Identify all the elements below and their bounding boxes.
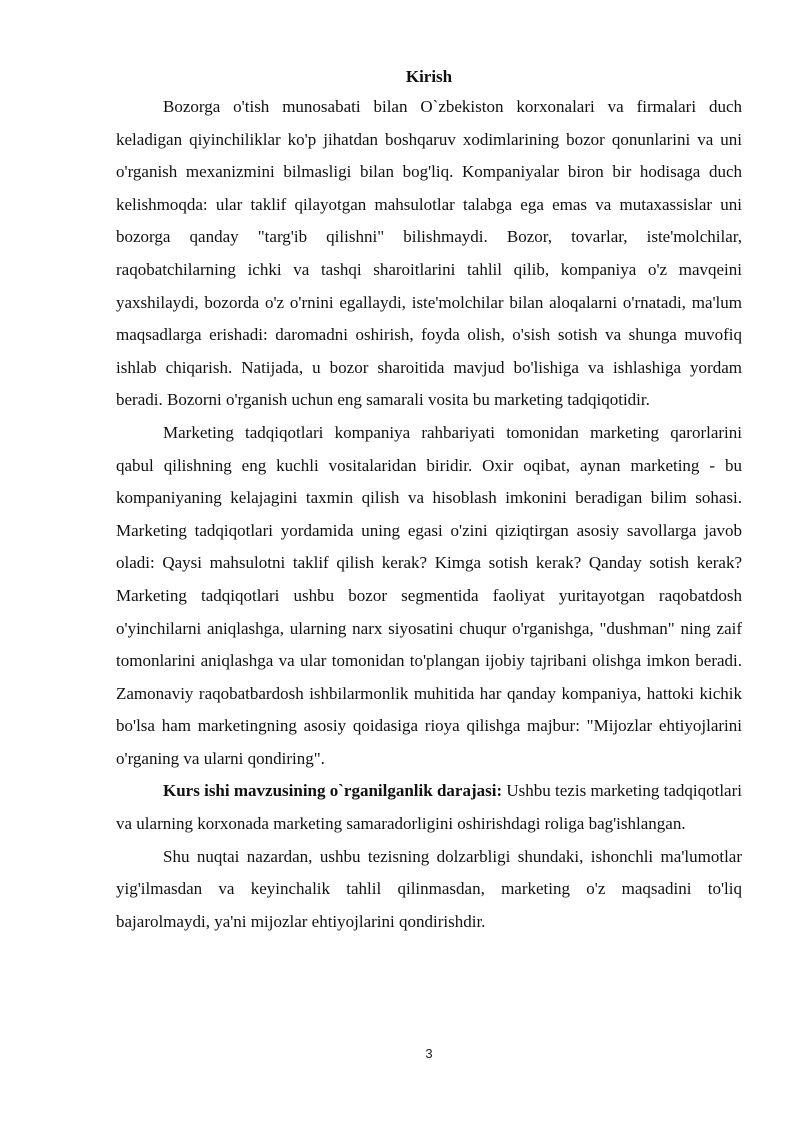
- document-page: [116, 64, 742, 938]
- paragraph-text: Shu nuqtai nazardan, ushbu tezisning dolzarbligi shundaki, ishonchli ma'lumotlar yig'ilmasdan va keyinchalik tahlil qilinmasdan, marketing o'z maqsadini to'liq bajarolmaydi, ya'ni mijozlar ehtiyojlarini qondirishdir.: [116, 846, 742, 931]
- paragraph-lead-bold: Kurs ishi mavzusining o`rganilganlik darajasi:: [163, 781, 503, 801]
- paragraph-intro: [116, 91, 742, 417]
- section-title: Kirish: [405, 67, 453, 86]
- paragraph-text: Bozorga o'tish munosabati bilan O`zbekiston korxonalari va firmalari duch keladigan qiyinchiliklar ko'p jihatdan boshqaruv xodimlarining bozor qonunlarini va uni o'rganish mexanizmini bilmasligi bilan bog'liq. Kompaniyalar biron bir hodisaga duch kelishmoqda: ular taklif qilayotgan mahsulotlar talabga ega emas va mutaxassislar uni bozorga qanday "targ'ib qilishni" bilishmaydi. Bozor, tovarlar, iste'molchilar, raqobatchilarning ichki va tashqi sharoitlarini tahlil qilib, kompaniya o'z mavqeini yaxshilaydi, bozorda o'z o'rnini egallaydi, iste'molchilar bilan aloqalarni o'rnatadi, ma'lum maqsadlarga erishadi: daromadni oshirish, foyda olish, o'sish sotish va shunga muvofiq ishlab chiqarish. Natijada, u bozor sharoitida mavjud bo'lishiga va ishlashiga yordam beradi. Bozorni o'rganish uchun eng samarali vosita bu marketing tadqiqotidir.: [116, 97, 742, 410]
- paragraph-text: Ushbu tezis marketing tadqiqotlari va ularning korxonada marketing samaradorligini oshirishdagi roliga bag'ishlangan.: [116, 781, 742, 834]
- paragraph-relevance: [116, 841, 742, 939]
- paragraph-study-level: [116, 775, 742, 840]
- paragraph-text: Marketing tadqiqotlari kompaniya rahbariyati tomonidan marketing qarorlarini qabul qilishning eng kuchli vositalaridan biridir. Oxir oqibat, aynan marketing - bu kompaniyaning kelajagini taxmin qilish va hisoblash imkonini beradigan bilim sohasi. Marketing tadqiqotlari yordamida uning egasi o'zini qiziqtirgan asosiy savollarga javob oladi: Qaysi mahsulotni taklif qilish kerak? Kimga sotish kerak? Qanday sotish kerak? Marketing tadqiqotlari ushbu bozor segmentida faoliyat yuritayotgan raqobatdosh o'yinchilarni aniqlashga, ularning narx siyosatini chuqur o'rganishga, "dushman" ning zaif tomonlarini aniqlashga va ular tomonidan to'plangan ijobiy tajribani olishga imkon beradi. Zamonaviy raqobatbardosh ishbilarmonlik muhitida har qanday kompaniya, hattoki kichik bo'lsa ham marketingning asosiy qoidasiga rioya qilishga majbur: "Mijozlar ehtiyojlarini o'rganing va ularni qondiring".: [116, 422, 742, 768]
- page-number: 3: [425, 1046, 433, 1061]
- paragraph-marketing-research: [116, 417, 742, 776]
